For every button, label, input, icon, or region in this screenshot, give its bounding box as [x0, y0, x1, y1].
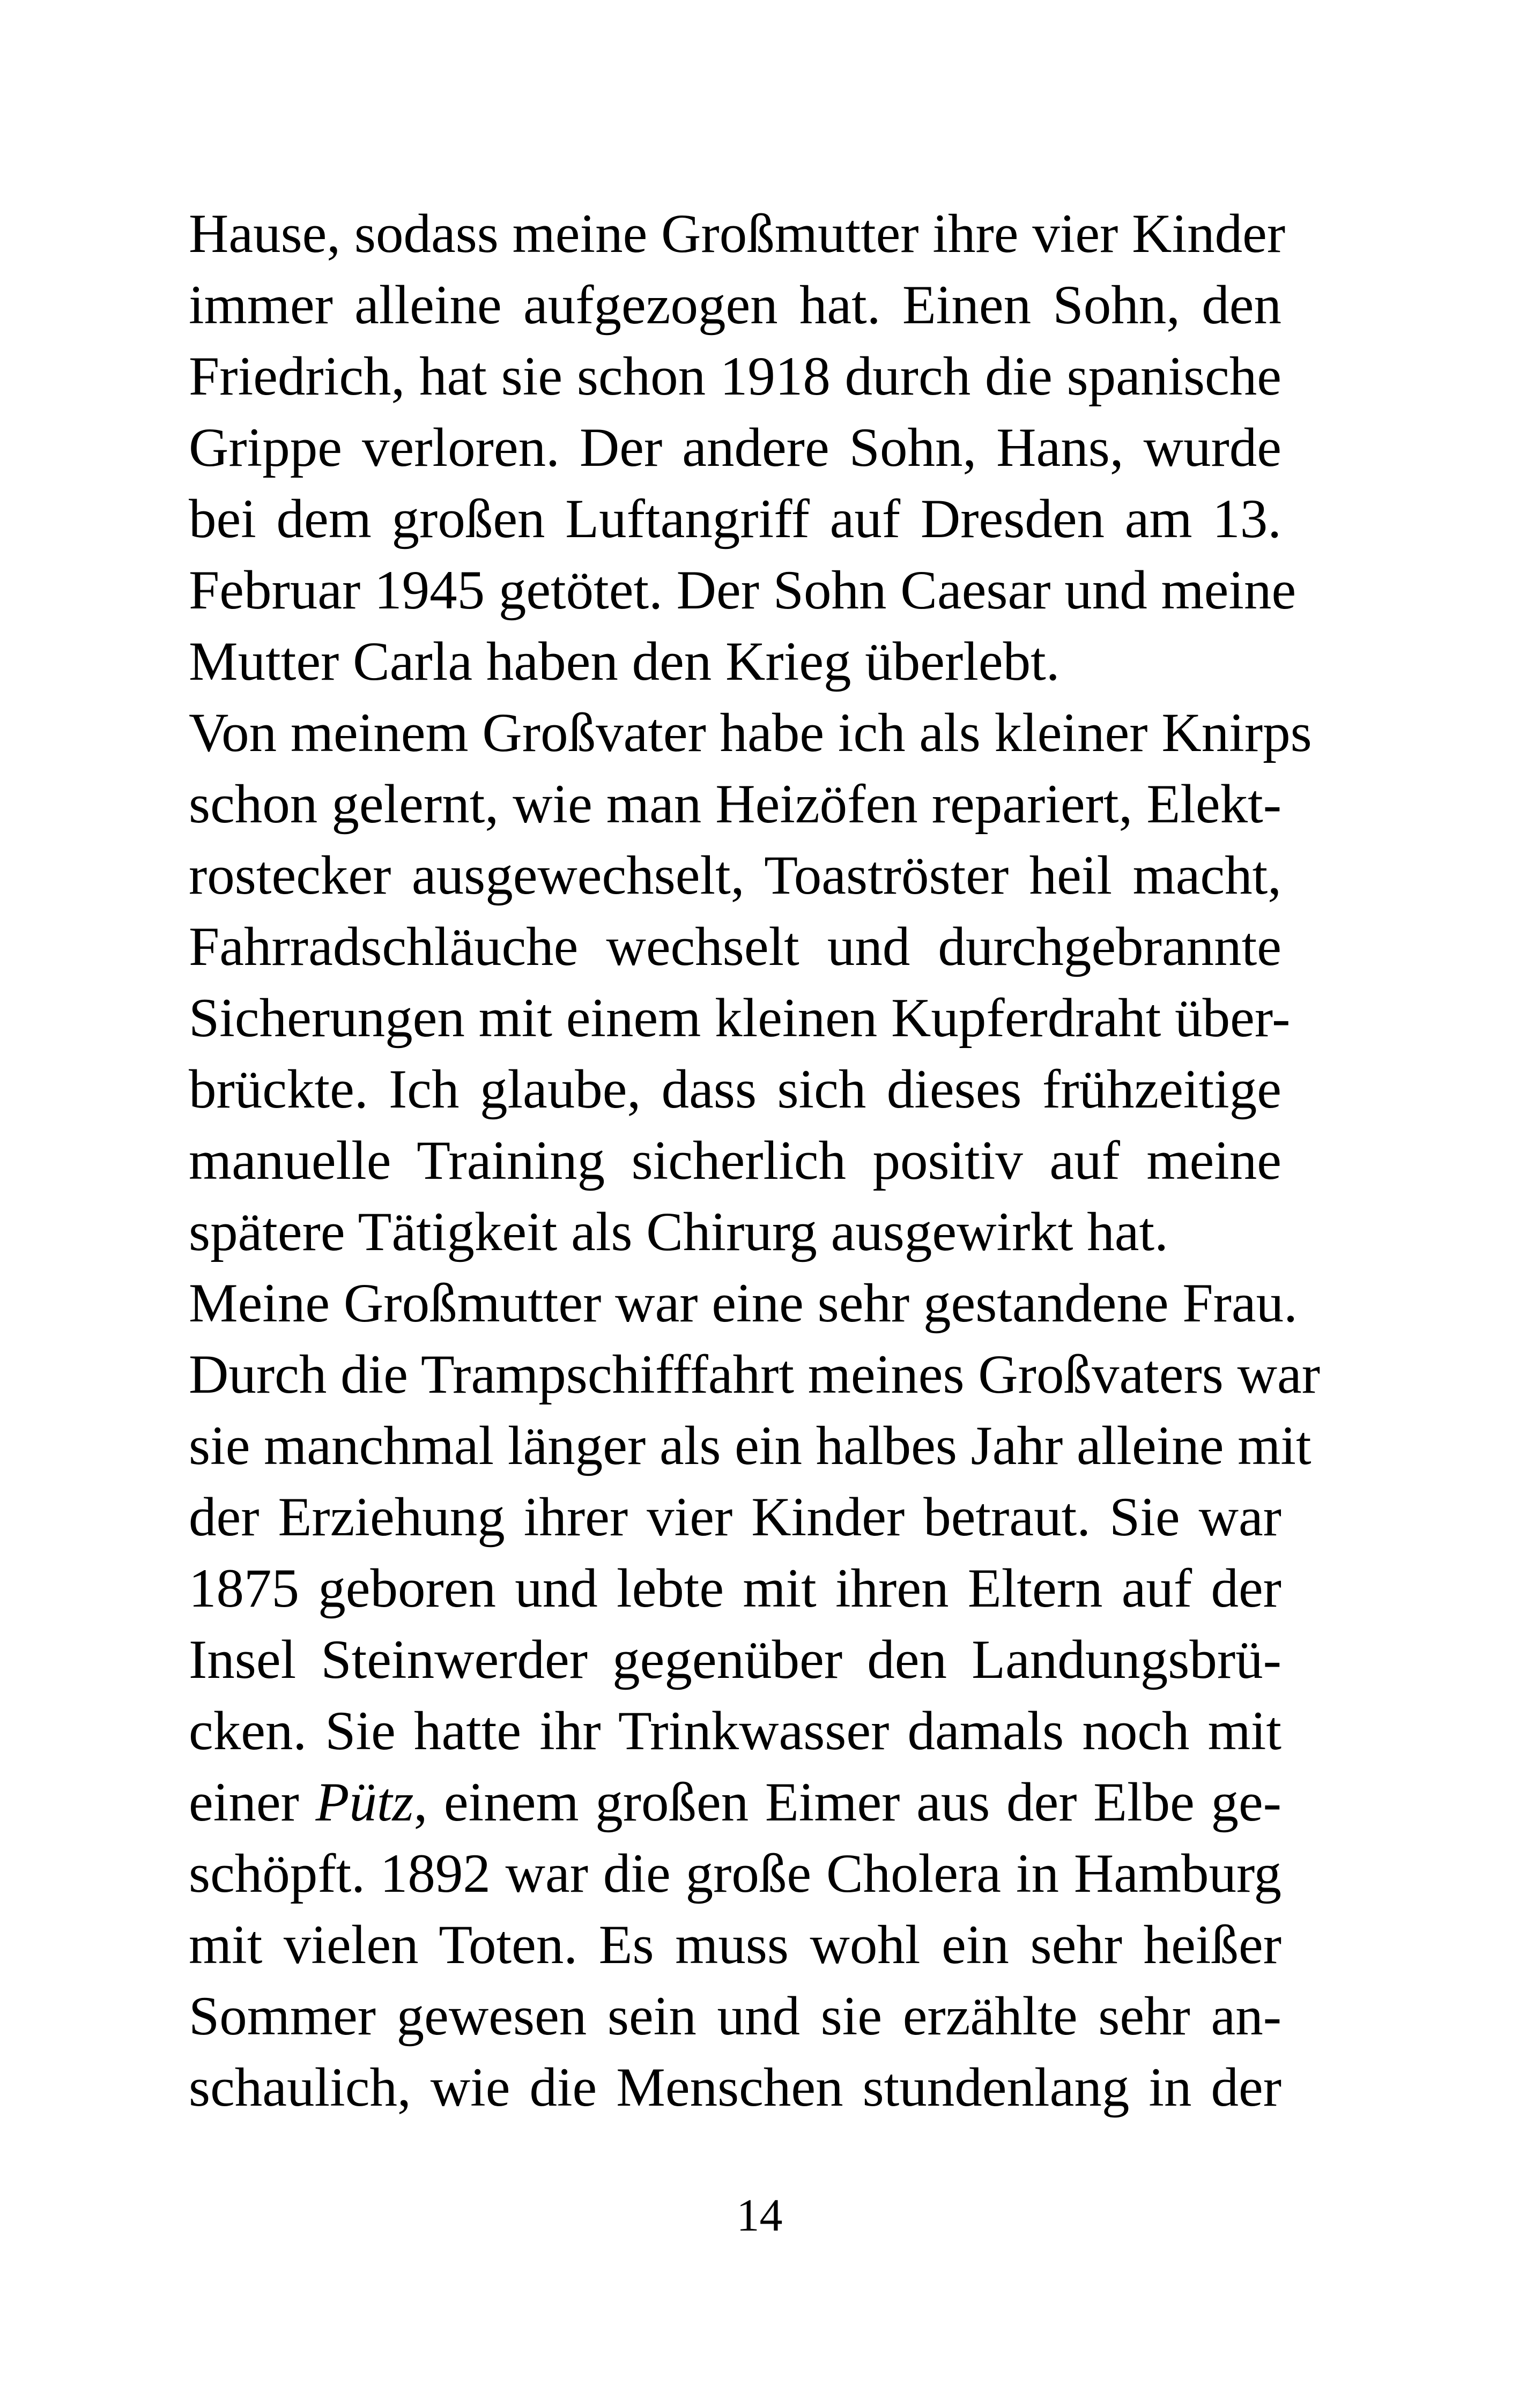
- text-line: mit vielen Toten. Es muss wohl ein sehr heißer: [189, 1914, 1281, 1975]
- text-line: cken. Sie hatte ihr Trinkwasser damals noch mit: [189, 1700, 1281, 1762]
- text-line: schöpft. 1892 war die große Cholera in Hamburg: [189, 1843, 1281, 1904]
- text-line: rostecker ausgewechselt, Toaströster heil macht,: [189, 845, 1281, 906]
- text-line: bei dem großen Luftangriff auf Dresden am 13.: [189, 488, 1281, 549]
- text-line: brückte. Ich glaube, dass sich dieses frühzeitige: [189, 1059, 1281, 1120]
- text-line: schaulich, wie die Menschen stundenlang in der: [189, 2057, 1281, 2118]
- text-line: 1875 geboren und lebte mit ihren Eltern auf der: [189, 1558, 1281, 1619]
- text-line: immer alleine aufgezogen hat. Einen Sohn, den: [189, 274, 1281, 336]
- text-line: Februar 1945 getötet. Der Sohn Caesar und meine: [189, 560, 1296, 621]
- text-line: Sommer gewesen sein und sie erzählte sehr an-: [189, 1986, 1281, 2047]
- text-line-with-italic: [189, 1767, 1281, 1838]
- text-line: sie manchmal länger als ein halbes Jahr alleine mit: [189, 1415, 1311, 1476]
- text-fragment: einer: [189, 1772, 316, 1833]
- text-line: Sicherungen mit einem kleinen Kupferdraht über-: [189, 987, 1291, 1049]
- text-line: der Erziehung ihrer vier Kinder betraut. Sie war: [189, 1487, 1281, 1548]
- text-line: Friedrich, hat sie schon 1918 durch die spanische: [189, 346, 1281, 407]
- text-line: schon gelernt, wie man Heizöfen repariert, Elekt-: [189, 774, 1281, 835]
- text-line: Grippe verloren. Der andere Sohn, Hans, wurde: [189, 417, 1281, 478]
- text-line: Mutter Carla haben den Krieg überlebt.: [189, 631, 1060, 692]
- page-number: 14: [736, 2189, 783, 2241]
- text-line: Von meinem Großvater habe ich als kleiner Knirps: [189, 702, 1312, 763]
- text-line: manuelle Training sicherlich positiv auf meine: [189, 1130, 1281, 1191]
- text-line: Durch die Trampschifffahrt meines Großvaters war: [189, 1344, 1321, 1405]
- text-fragment: , einem großen Eimer aus der Elbe ge-: [413, 1772, 1281, 1833]
- body-text: [189, 198, 1321, 2123]
- text-line: Insel Steinwerder gegenüber den Landungsbrü-: [189, 1629, 1281, 1690]
- text-line: Fahrradschläuche wechselt und durchgebrannte: [189, 916, 1281, 977]
- text-line: Hause, sodass meine Großmutter ihre vier Kinder: [189, 203, 1286, 264]
- text-line: spätere Tätigkeit als Chirurg ausgewirkt hat.: [189, 1201, 1168, 1262]
- text-line: Meine Großmutter war eine sehr gestandene Frau.: [189, 1273, 1298, 1334]
- italic-term: Pütz: [315, 1772, 414, 1833]
